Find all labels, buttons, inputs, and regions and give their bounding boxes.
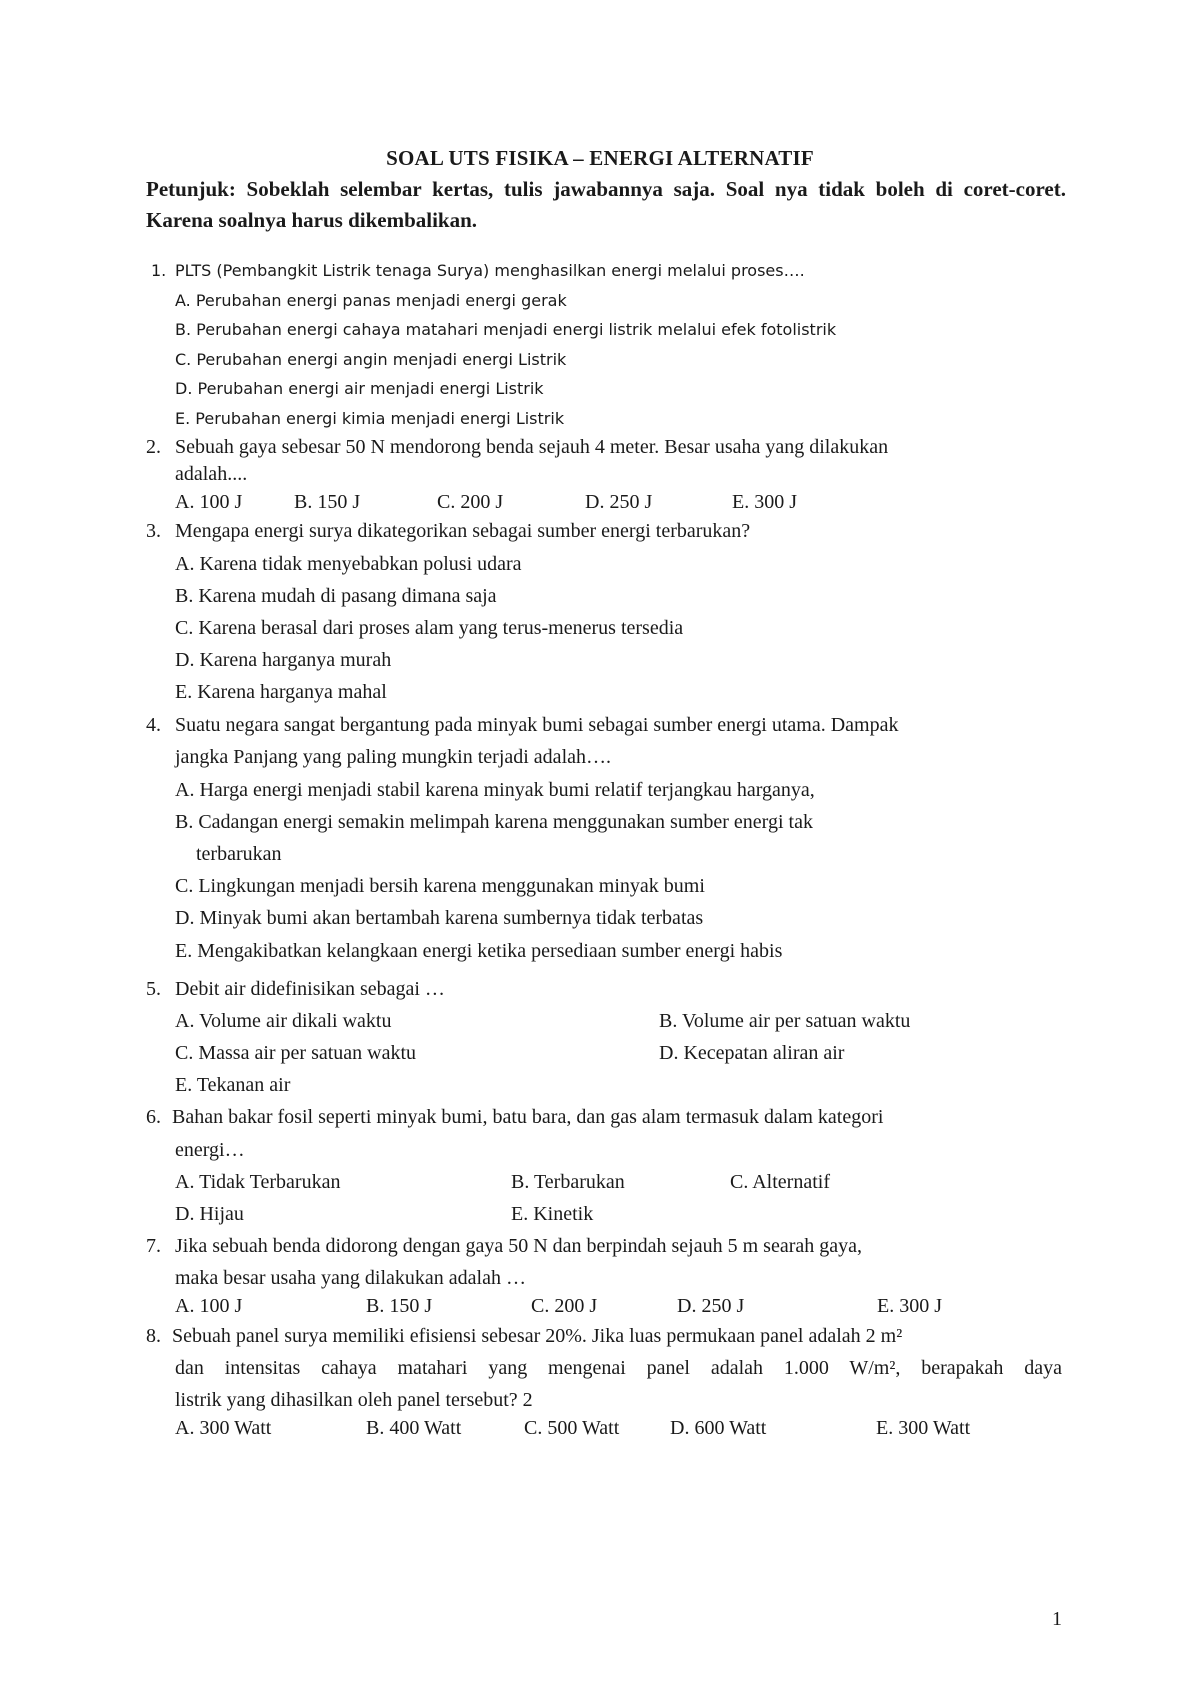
answer-option-continuation: terbarukan — [196, 843, 282, 865]
answer-option: A. Tidak Terbarukan — [175, 1171, 341, 1193]
question-text: listrik yang dihasilkan oleh panel tersebut? 2 — [175, 1389, 533, 1411]
question-number: 2. — [146, 436, 161, 458]
answer-option: B. Terbarukan — [511, 1171, 625, 1193]
answer-option: D. Karena harganya murah — [175, 649, 392, 671]
question-text: PLTS (Pembangkit Listrik tenaga Surya) menghasilkan energi melalui proses…. — [175, 261, 805, 280]
answer-option: B. Cadangan energi semakin melimpah karena menggunakan sumber energi tak — [175, 811, 813, 833]
answer-option: C. Lingkungan menjadi bersih karena menggunakan minyak bumi — [175, 875, 705, 897]
answer-option: A. Karena tidak menyebabkan polusi udara — [175, 553, 522, 575]
question-text: Debit air didefinisikan sebagai … — [175, 978, 445, 1000]
question-text: Sebuah gaya sebesar 50 N mendorong benda sejauh 4 meter. Besar usaha yang dilakukan — [175, 436, 889, 458]
answer-option: C. Massa air per satuan waktu — [175, 1042, 417, 1064]
answer-option: E. Kinetik — [511, 1203, 594, 1225]
answer-option: D. 600 Watt — [670, 1417, 767, 1439]
answer-option: E. 300 Watt — [876, 1417, 971, 1439]
answer-option: E. 300 J — [732, 491, 797, 513]
question-number: 7. — [146, 1235, 161, 1257]
question-text: maka besar usaha yang dilakukan adalah … — [175, 1267, 526, 1289]
answer-option: B. Volume air per satuan waktu — [659, 1010, 911, 1032]
question-text: jangka Panjang yang paling mungkin terjadi adalah…. — [175, 746, 611, 768]
answer-option: A. 100 J — [175, 491, 243, 513]
answer-option: B. 150 J — [366, 1295, 433, 1317]
answer-option: C. 500 Watt — [524, 1417, 620, 1439]
question-number: 1. — [151, 261, 167, 280]
question-text: Suatu negara sangat bergantung pada minyak bumi sebagai sumber energi utama. Dampak — [175, 714, 899, 736]
exam-instruction: Petunjuk: Sobeklah selembar kertas, tulis jawabannya saja. Soal nya tidak boleh di coret-coret. Karena soalnya harus dikembalikan. — [146, 177, 1066, 232]
answer-option: D. Hijau — [175, 1203, 244, 1225]
question-number: 6. — [146, 1106, 161, 1128]
question-text: Sebuah panel surya memiliki efisiensi sebesar 20%. Jika luas permukaan panel adalah 2 m² — [172, 1325, 903, 1347]
question-text: Mengapa energi surya dikategorikan sebagai sumber energi terbarukan? — [175, 520, 751, 542]
question-number: 5. — [146, 978, 161, 1000]
answer-option: B. Karena mudah di pasang dimana saja — [175, 585, 497, 607]
answer-option: A. 100 J — [175, 1295, 243, 1317]
answer-option: E. Karena harganya mahal — [175, 681, 387, 703]
question-text: energi… — [175, 1139, 245, 1161]
answer-option: C. 200 J — [437, 491, 504, 513]
answer-option: E. Perubahan energi kimia menjadi energi Listrik — [175, 409, 565, 428]
page-number: 1 — [1052, 1608, 1062, 1630]
question-text: Bahan bakar fosil seperti minyak bumi, batu bara, dan gas alam termasuk dalam kategori — [172, 1106, 884, 1128]
answer-option: B. 400 Watt — [366, 1417, 462, 1439]
answer-option: D. Kecepatan aliran air — [659, 1042, 845, 1064]
answer-option: A. Harga energi menjadi stabil karena minyak bumi relatif terjangkau harganya, — [175, 779, 815, 801]
answer-option: E. 300 J — [877, 1295, 942, 1317]
answer-option: A. 300 Watt — [175, 1417, 272, 1439]
question-number: 3. — [146, 520, 161, 542]
answer-option: D. 250 J — [585, 491, 653, 513]
exam-title: SOAL UTS FISIKA – ENERGI ALTERNATIF — [386, 146, 814, 170]
answer-option: D. Perubahan energi air menjadi energi Listrik — [175, 379, 544, 398]
answer-option: C. 200 J — [531, 1295, 598, 1317]
answer-option: E. Mengakibatkan kelangkaan energi ketika persediaan sumber energi habis — [175, 940, 783, 962]
question-text: dan intensitas cahaya matahari yang mengenai panel adalah 1.000 W/m², berapakah daya — [175, 1357, 1062, 1379]
question-text: Jika sebuah benda didorong dengan gaya 50 N dan berpindah sejauh 5 m searah gaya, — [175, 1235, 863, 1257]
answer-option: B. Perubahan energi cahaya matahari menjadi energi listrik melalui efek fotolistrik — [175, 320, 837, 339]
question-number: 4. — [146, 714, 161, 736]
answer-option: B. 150 J — [294, 491, 361, 513]
answer-option: A. Volume air dikali waktu — [175, 1010, 392, 1032]
answer-option: C. Perubahan energi angin menjadi energi Listrik — [175, 350, 567, 369]
answer-option: C. Karena berasal dari proses alam yang terus-menerus tersedia — [175, 617, 684, 639]
question-number: 8. — [146, 1325, 161, 1347]
answer-option: A. Perubahan energi panas menjadi energi gerak — [175, 291, 567, 310]
answer-option: C. Alternatif — [730, 1171, 830, 1193]
answer-option: E. Tekanan air — [175, 1074, 291, 1096]
answer-option: D. Minyak bumi akan bertambah karena sumbernya tidak terbatas — [175, 907, 704, 929]
answer-option: D. 250 J — [677, 1295, 745, 1317]
question-text: adalah.... — [175, 463, 248, 485]
